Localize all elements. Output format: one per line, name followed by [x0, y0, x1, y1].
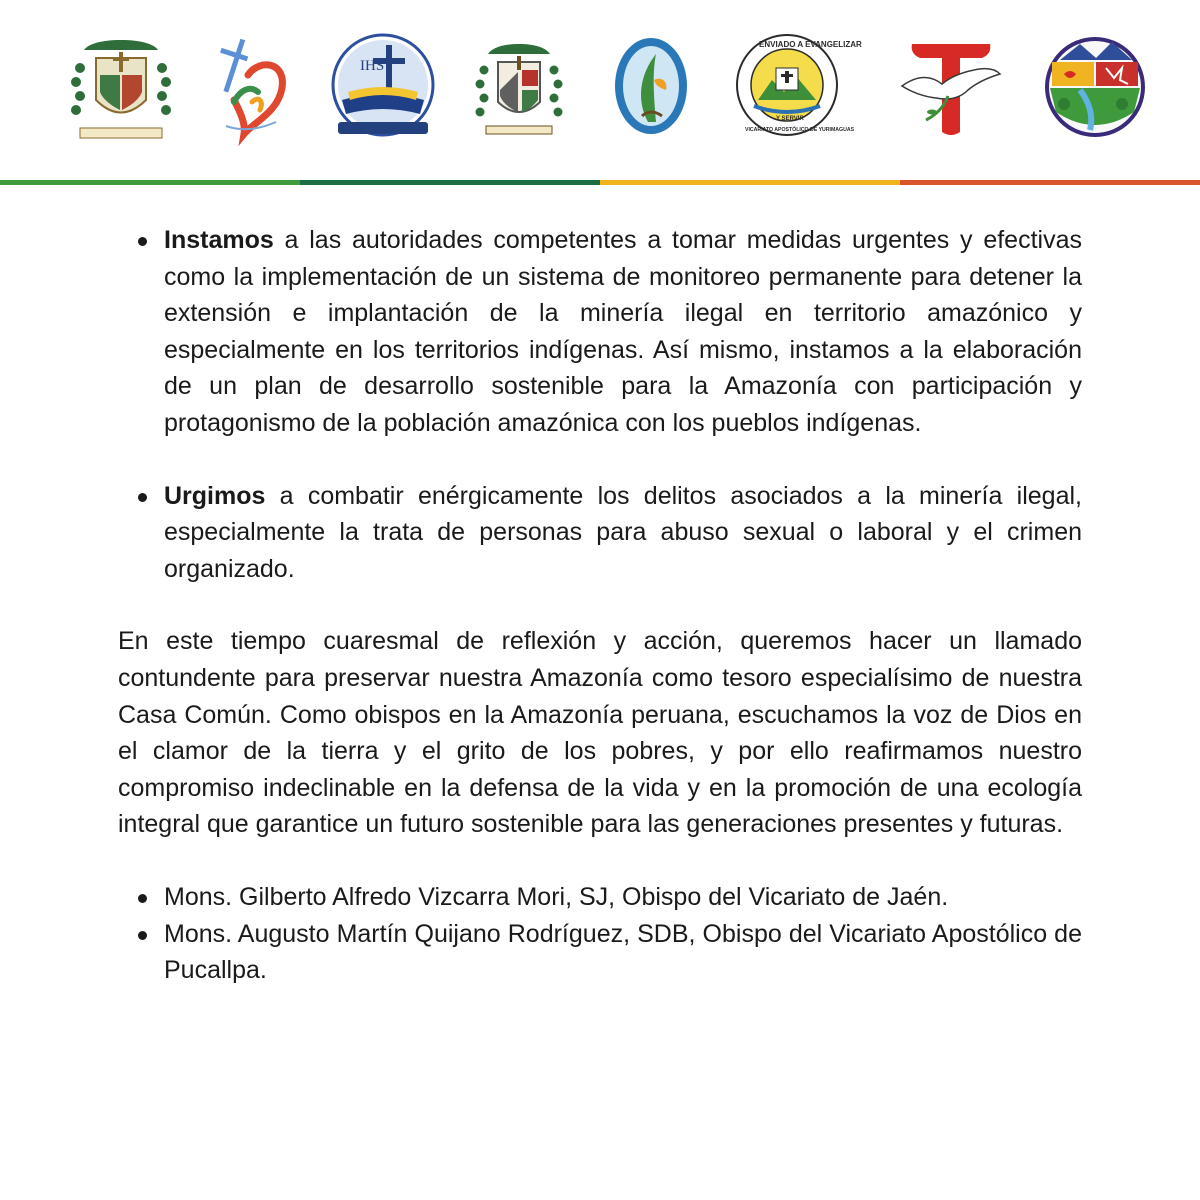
ihs-monogram: IHS	[360, 58, 385, 74]
landscape-seal-emblem-logo	[1040, 30, 1150, 145]
ihs-vicariate-emblem-logo	[328, 30, 438, 145]
demand-lead: Instamos	[164, 226, 274, 254]
yurimaguas-seal-logo	[732, 30, 862, 145]
logo-strip	[0, 0, 1200, 180]
demand-lead: Urgimos	[164, 481, 266, 510]
demand-item	[164, 222, 1082, 442]
signatory-item: Mons. Gilberto Alfredo Vizcarra Mori, SJ, Obispo del Vicariato de Jaén.	[164, 879, 1082, 916]
yurimaguas-seal-bottom-text: VICARIATO APOSTÓLICO DE YURIMAGUAS	[745, 127, 855, 133]
coat-of-arms-santo-toribio-logo	[66, 30, 176, 145]
demand-text: a las autoridades competentes a tomar medidas urgentes y efectivas como la implementación de un sistema de monitoreo permanente para detener la extensión e implantación de la minería ilegal en territorio amazónico y especialmente en los territorios indígenas. Así mismo, instamos a la elaboración de un plan de desarrollo sostenible para la Amazonía con participación y protagonismo de la población amazónica con los pueblos indígenas.	[164, 226, 1082, 437]
demands-list	[118, 222, 1082, 587]
signatories-list	[118, 879, 1082, 989]
closing-paragraph: En este tiempo cuaresmal de reflexión y acción, queremos hacer un llamado contundente para preservar nuestra Amazonía como tesoro especialísimo de nuestra Casa Común. Como obispos en la Amazonía peruana, escuchamos la voz de Dios en el clamor de la tierra y el grito de los pobres, y por ello reafirmamos nuestro compromiso indeclinable en la defensa de la vida y en la promoción de una ecología integral que garantice un futuro sostenible para las generaciones presentes y futuras.	[118, 627, 1082, 839]
cross-heart-emblem-logo	[198, 30, 308, 145]
tau-dove-emblem-logo	[896, 30, 1006, 145]
stripe-yellow	[600, 180, 900, 185]
yurimaguas-seal-top-text: ENVIADO A EVANGELIZAR	[759, 40, 862, 49]
episcopal-coat-of-arms-logo	[464, 30, 574, 145]
stripe-dark-green	[300, 180, 600, 185]
demand-item	[164, 478, 1082, 588]
stripe-green	[0, 180, 300, 185]
document-body	[118, 222, 1082, 989]
demand-text: a combatir enérgicamente los delitos asociados a la minería ilegal, especialmente la trata de personas para abuso sexual o laboral y el crimen organizado.	[164, 481, 1082, 583]
amazon-vicariate-seal-logo	[596, 30, 706, 145]
yurimaguas-seal-middle-text: Y SERVIR	[776, 116, 804, 122]
signatory-item: Mons. Augusto Martín Quijano Rodríguez, SDB, Obispo del Vicariato Apostólico de Pucallpa.	[164, 916, 1082, 989]
stripe-orange	[900, 180, 1200, 185]
